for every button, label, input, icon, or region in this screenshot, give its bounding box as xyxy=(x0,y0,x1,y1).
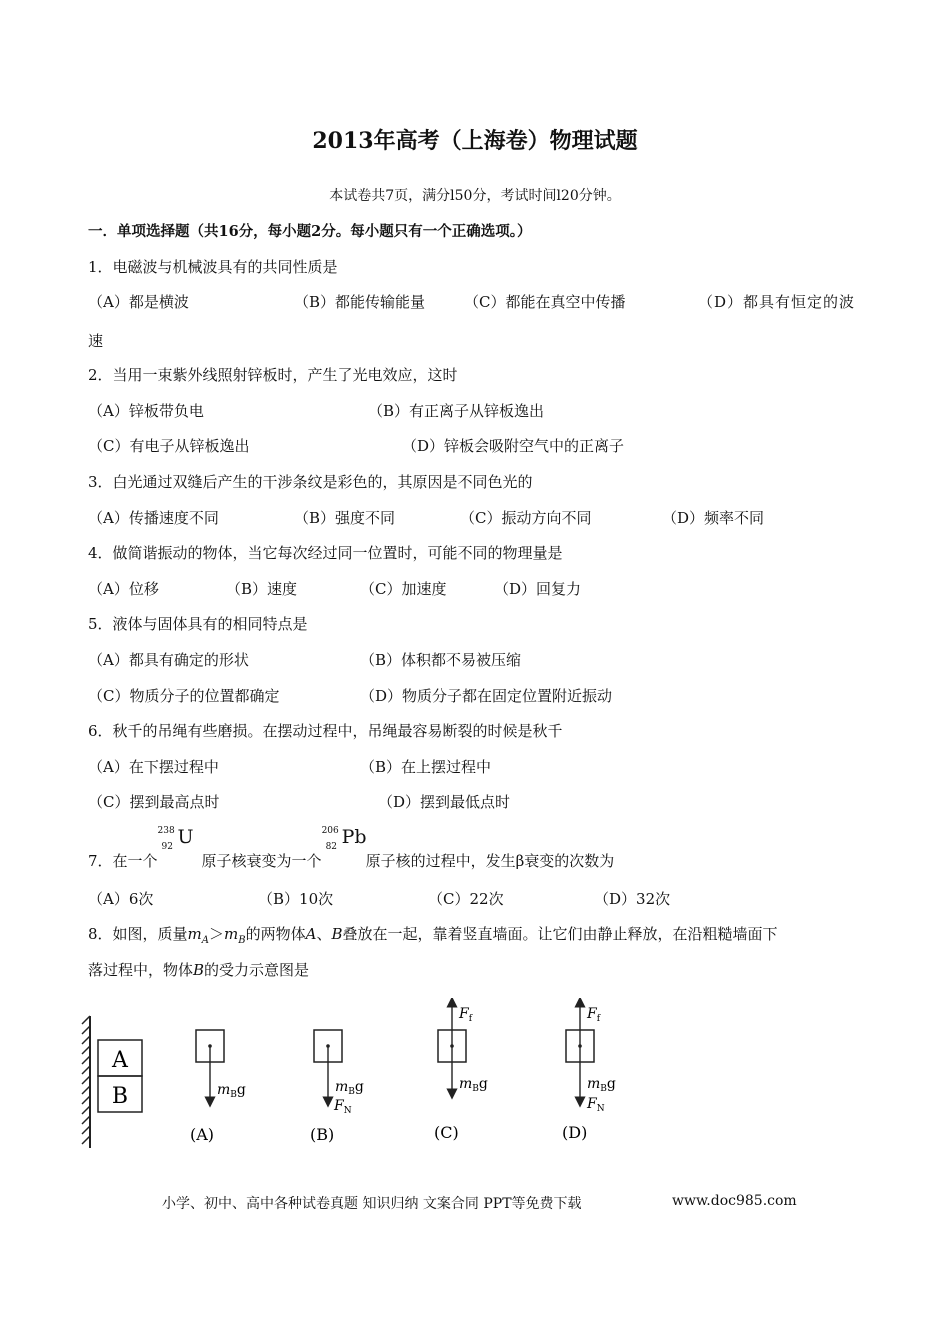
svg-text:FN: $F_N$ xyxy=(334,1098,352,1116)
diagram-a-label: (A) xyxy=(190,1125,215,1144)
q4-option-a: （A）位移 xyxy=(88,580,159,598)
question-3: 3．白光通过双缝后产生的干涉条纹是彩色的，其原因是不同色光的 xyxy=(88,473,533,491)
q7-option-a: （A）6次 xyxy=(88,890,154,908)
q4-option-c: （C）加速度 xyxy=(360,580,447,598)
diagram-d-label: (D) xyxy=(562,1123,588,1142)
q1-option-c: （C）都能在真空中传播 xyxy=(464,293,626,311)
block-a-label: A xyxy=(112,1048,128,1073)
q2-option-a: （A）锌板带负电 xyxy=(88,402,204,420)
diagram-a xyxy=(190,1030,246,1144)
page-title: 2013年高考（上海卷）物理试题 xyxy=(312,128,638,154)
question-8-line2: 落过程中，物体B的受力示意图是 xyxy=(88,961,310,979)
question-6: 6．秋千的吊绳有些磨损。在摆动过程中，吊绳最容易断裂的时候是秋千 xyxy=(88,722,563,740)
q5-option-c: （C）物质分子的位置都确定 xyxy=(88,687,280,705)
q3-option-c: （C）振动方向不同 xyxy=(460,509,592,527)
question-2: 2．当用一束紫外线照射锌板时，产生了光电效应，这时 xyxy=(88,366,458,384)
q5-option-d: （D）物质分子都在固定位置附近振动 xyxy=(360,687,613,705)
q6-option-b: （B）在上摆过程中 xyxy=(360,758,492,776)
svg-text:FN: $F_N$ xyxy=(587,1096,605,1114)
q7-option-b: （B）10次 xyxy=(258,890,334,908)
q1-option-d: （D）都具有恒定的波 xyxy=(698,293,856,311)
q1-option-d-continued: 速 xyxy=(88,332,104,350)
q6-option-a: （A）在下摆过程中 xyxy=(88,758,219,776)
diagram-d xyxy=(562,1002,616,1142)
svg-text:mBg: $m_Bg$ xyxy=(335,1079,364,1097)
q3-option-d: （D）频率不同 xyxy=(662,509,765,527)
uranium-nuclide: 238 92 U xyxy=(157,826,194,852)
force-diagram-figure xyxy=(78,998,638,1153)
q6-option-d: （D）摆到最低点时 xyxy=(378,793,511,811)
footer-text: 小学、初中、高中各种试卷真题 知识归纳 文案合同 PPT等免费下载 xyxy=(162,1196,582,1212)
svg-text:Ff: $F_f$ xyxy=(459,1006,473,1024)
q7-option-d: （D）32次 xyxy=(594,890,671,908)
q7-text-end: 原子核的过程中，发生β衰变的次数为 xyxy=(365,852,615,870)
question-8: 8．如图，质量$m_A>m_B$的两物体A、B叠放在一起，靠着竖直墙面。让它们由静止释放，在沿粗糙墙面下 xyxy=(88,925,778,946)
q7-option-c: （C）22次 xyxy=(428,890,504,908)
diagram-b xyxy=(310,1030,364,1144)
lead-nuclide: 206 82 Pb xyxy=(321,826,367,852)
exam-info: 本试卷共7页，满分l50分，考试时间l20分钟。 xyxy=(329,188,621,204)
q3-option-b: （B）强度不同 xyxy=(294,509,396,527)
q2-option-b: （B）有正离子从锌板逸出 xyxy=(368,402,545,420)
svg-text:mBg: $m_Bg$ xyxy=(459,1076,488,1094)
svg-text:mBg: $m_Bg$ xyxy=(587,1076,616,1094)
diagram-c xyxy=(434,1002,488,1142)
q5-option-b: （B）体积都不易被压缩 xyxy=(360,651,522,669)
q2-option-c: （C）有电子从锌板逸出 xyxy=(88,437,250,455)
section-heading: 一．单项选择题（共16分，每小题2分。每小题只有一个正确选项。） xyxy=(88,223,532,240)
question-4: 4．做简谐振动的物体，当它每次经过同一位置时，可能不同的物理量是 xyxy=(88,544,563,562)
footer-site-link[interactable]: www.doc985.com xyxy=(672,1193,797,1209)
q7-text-mid: 原子核衰变为一个 xyxy=(201,852,322,870)
q2-option-d: （D）锌板会吸附空气中的正离子 xyxy=(402,437,625,455)
q5-option-a: （A）都具有确定的形状 xyxy=(88,651,249,669)
q4-option-d: （D）回复力 xyxy=(494,580,582,598)
q7-text-start: 7．在一个 xyxy=(88,852,158,870)
question-7 xyxy=(88,826,615,871)
question-5: 5．液体与固体具有的相同特点是 xyxy=(88,615,308,633)
svg-text:Ff: $F_f$ xyxy=(587,1006,601,1024)
q3-option-a: （A）传播速度不同 xyxy=(88,509,219,527)
diagram-b-label: (B) xyxy=(310,1125,335,1144)
wall xyxy=(82,1016,90,1148)
q1-option-b: （B）都能传输能量 xyxy=(294,293,426,311)
diagram-c-label: (C) xyxy=(434,1123,459,1142)
q1-option-a: （A）都是横波 xyxy=(88,293,189,311)
q6-option-c: （C）摆到最高点时 xyxy=(88,793,220,811)
block-b-label: B xyxy=(111,1084,129,1109)
svg-text:mBg: $m_Bg$ xyxy=(217,1082,246,1100)
q4-option-b: （B）速度 xyxy=(226,580,298,598)
question-1: 1．电磁波与机械波具有的共同性质是 xyxy=(88,258,338,276)
